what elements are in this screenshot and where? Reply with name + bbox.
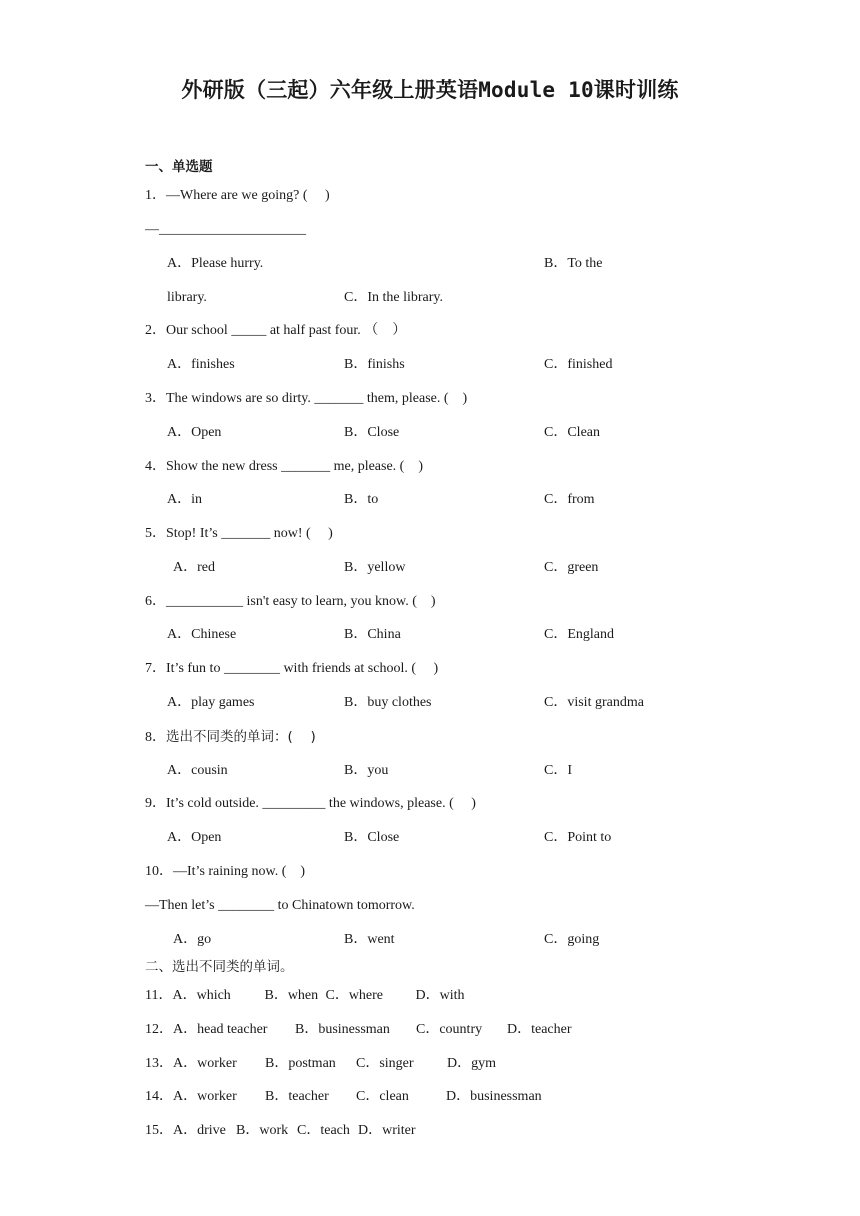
question-5-stem: 5．Stop! It’s _______ now! ( ) (145, 526, 333, 541)
question-8-option-c[interactable]: C．I (544, 763, 572, 778)
question-8-option-a[interactable]: A．cousin (167, 763, 228, 778)
question-11-option-a[interactable]: A．which (172, 988, 231, 1003)
question-7-option-a[interactable]: A．play games (167, 695, 255, 710)
question-8-number: 8． (145, 730, 166, 745)
question-14-option-b[interactable]: B．teacher (265, 1089, 329, 1104)
question-4-option-a[interactable]: A．in (167, 492, 202, 507)
question-5-option-b[interactable]: B．yellow (344, 560, 406, 575)
question-10-option-c[interactable]: C．going (544, 932, 600, 947)
question-4-option-c[interactable]: C．from (544, 492, 595, 507)
question-11-option-b[interactable]: B．when (264, 988, 319, 1003)
question-1-option-b[interactable]: B．To the (544, 256, 603, 271)
question-1-option-b-continued[interactable]: library. (167, 290, 207, 305)
question-8-option-b[interactable]: B．you (344, 763, 389, 778)
question-12-option-a[interactable]: A．head teacher (173, 1022, 268, 1037)
question-13 (145, 1055, 496, 1073)
question-12-option-d[interactable]: D．teacher (507, 1022, 572, 1037)
question-1-option-c[interactable]: C．In the library. (344, 290, 444, 305)
title-suffix: 课时训练 (593, 78, 679, 102)
section-heading-odd-one-out: 二、选出不同类的单词。 (145, 959, 294, 975)
question-15-option-b[interactable]: B．work (236, 1123, 289, 1138)
question-9-option-a[interactable]: A．Open (167, 830, 222, 845)
question-5-option-a[interactable]: A．red (173, 560, 215, 575)
question-2-option-a[interactable]: A．finishes (167, 357, 235, 372)
question-7-stem: 7．It’s fun to ________ with friends at school. ( ) (145, 661, 439, 676)
question-12 (145, 1021, 572, 1039)
question-12-option-b[interactable]: B．businessman (295, 1022, 390, 1037)
question-15-option-a[interactable]: A．drive (173, 1123, 226, 1138)
question-10-option-a[interactable]: A．go (173, 932, 212, 947)
question-12-option-c[interactable]: C．country (416, 1022, 483, 1037)
question-5-option-c[interactable]: C．green (544, 560, 599, 575)
question-3-option-a[interactable]: A．Open (167, 425, 222, 440)
question-1-option-a[interactable]: A．Please hurry. (167, 256, 264, 271)
question-11-number: 11． (145, 988, 173, 1003)
question-8-text: 选出不同类的单词：( ) (166, 729, 316, 745)
question-12-number: 12． (145, 1022, 173, 1037)
question-8-stem (145, 728, 316, 747)
question-11 (145, 987, 464, 1005)
title-prefix: 外研版（三起）六年级上册英语 (181, 78, 479, 102)
question-6-stem: 6．___________ isn't easy to learn, you know. ( ) (145, 594, 436, 609)
question-13-option-a[interactable]: A．worker (173, 1056, 237, 1071)
question-15-option-c[interactable]: C．teach (297, 1123, 350, 1138)
question-7-option-b[interactable]: B．buy clothes (344, 695, 432, 710)
question-9-option-b[interactable]: B．Close (344, 830, 400, 845)
title-module: Module 10 (478, 78, 594, 102)
question-4-stem: 4．Show the new dress _______ me, please. ( ) (145, 459, 424, 474)
question-11-option-c[interactable]: C．where (325, 988, 384, 1003)
question-3-stem: 3．The windows are so dirty. _______ them, please. ( ) (145, 391, 468, 406)
question-2-option-b[interactable]: B．finishs (344, 357, 405, 372)
section-heading-single-choice: 一、单选题 (145, 159, 213, 175)
question-3-option-b[interactable]: B．Close (344, 425, 400, 440)
question-9-option-c[interactable]: C．Point to (544, 830, 612, 845)
question-7-option-c[interactable]: C．visit grandma (544, 695, 644, 710)
question-13-option-b[interactable]: B．postman (265, 1056, 336, 1071)
question-4-option-b[interactable]: B．to (344, 492, 379, 507)
page-title (0, 74, 860, 104)
question-14-number: 14． (145, 1089, 173, 1104)
question-13-number: 13． (145, 1056, 173, 1071)
question-9-stem: 9．It’s cold outside. _________ the windows, please. ( ) (145, 796, 476, 811)
question-10-option-b[interactable]: B．went (344, 932, 395, 947)
question-1-answer-line: —_____________________ (145, 222, 306, 237)
question-15 (145, 1122, 416, 1140)
question-13-option-d[interactable]: D．gym (447, 1056, 496, 1071)
question-11-option-d[interactable]: D．with (415, 988, 465, 1003)
question-2-stem: 2．Our school _____ at half past four. （ ） (145, 323, 407, 338)
question-3-option-c[interactable]: C．Clean (544, 425, 600, 440)
question-15-number: 15． (145, 1123, 173, 1138)
question-6-option-b[interactable]: B．China (344, 627, 401, 642)
question-2-option-c[interactable]: C．finished (544, 357, 613, 372)
question-10-line-2: —Then let’s ________ to Chinatown tomorrow. (145, 898, 415, 913)
question-14-option-c[interactable]: C．clean (356, 1089, 409, 1104)
question-10-stem: 10．—It’s raining now. ( ) (145, 864, 306, 879)
question-14 (145, 1088, 542, 1106)
question-13-option-c[interactable]: C．singer (356, 1056, 414, 1071)
question-14-option-d[interactable]: D．businessman (446, 1089, 542, 1104)
question-14-option-a[interactable]: A．worker (173, 1089, 237, 1104)
question-6-option-a[interactable]: A．Chinese (167, 627, 237, 642)
question-1-stem: 1．—Where are we going? ( ) (145, 188, 330, 203)
question-15-option-d[interactable]: D．writer (358, 1123, 416, 1138)
question-6-option-c[interactable]: C．England (544, 627, 614, 642)
